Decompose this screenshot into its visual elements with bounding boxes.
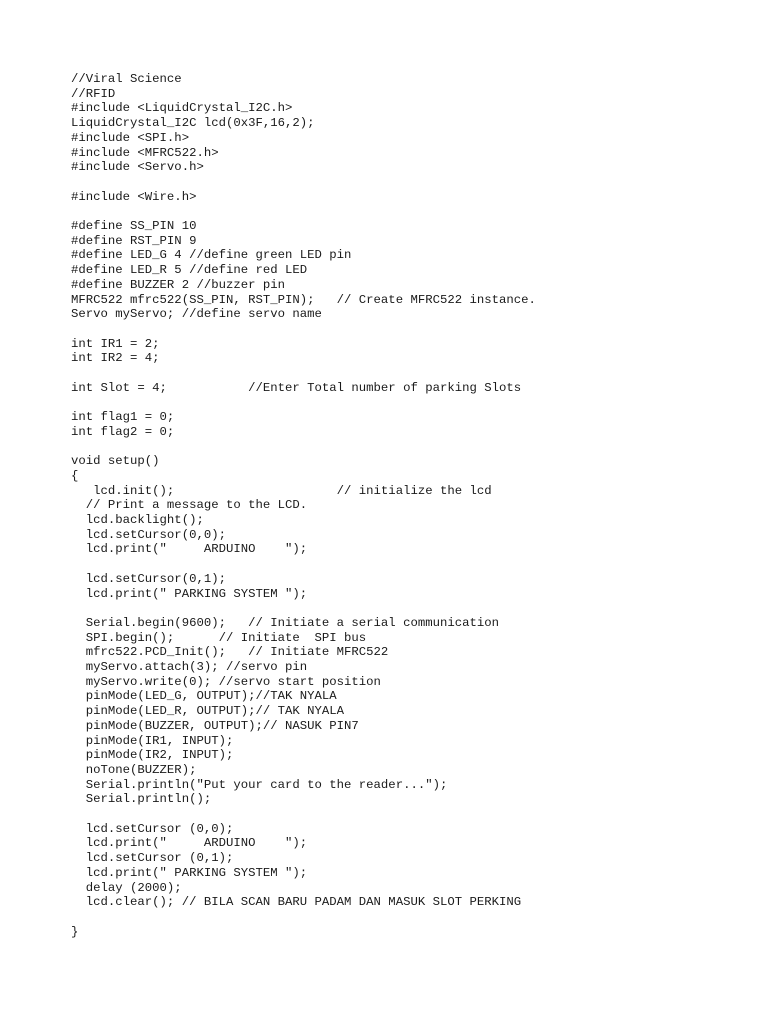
code-line: delay (2000);	[71, 880, 182, 895]
code-line: Serial.println();	[71, 792, 212, 807]
code-line	[71, 322, 536, 337]
code-line	[71, 910, 536, 925]
code-line: #include <Servo.h>	[71, 160, 204, 175]
code-line: // Print a message to the LCD.	[71, 498, 308, 513]
code-line: pinMode(IR1, INPUT);	[71, 733, 234, 748]
code-line: SPI.begin(); // Initiate SPI bus	[71, 630, 367, 645]
code-line: LiquidCrystal_I2C lcd(0x3F,16,2);	[71, 116, 315, 131]
code-line: int IR2 = 4;	[71, 351, 160, 366]
code-line	[71, 204, 536, 219]
code-line: myServo.write(0); //servo start position	[71, 674, 381, 689]
code-line: lcd.backlight();	[71, 513, 204, 527]
code-line	[71, 175, 536, 190]
code-line: lcd.clear(); // BILA SCAN BARU PADAM DAN MASUK SLOT PERKING	[71, 895, 522, 910]
code-line: #include <SPI.h>	[71, 130, 190, 145]
code-line	[71, 366, 536, 381]
code-line: lcd.setCursor (0,1);	[71, 851, 234, 866]
code-line: #include <LiquidCrystal_I2C.h>	[71, 101, 293, 116]
code-line: #define RST_PIN 9	[71, 233, 197, 248]
code-line: int flag1 = 0;	[71, 410, 175, 425]
code-line	[71, 395, 536, 410]
code-line: #define SS_PIN 10	[71, 219, 197, 233]
code-line: myServo.attach(3); //servo pin	[71, 660, 308, 674]
code-line: Servo myServo; //define servo name	[71, 307, 322, 322]
code-line: pinMode(LED_R, OUTPUT);// TAK NYALA	[71, 704, 345, 719]
code-line: #define LED_G 4 //define green LED pin	[71, 248, 352, 263]
code-line: #include <MFRC522.h>	[71, 145, 219, 160]
code-line: lcd.setCursor(0,1);	[71, 571, 226, 586]
code-line: #define LED_R 5 //define red LED	[71, 263, 308, 278]
code-line: MFRC522 mfrc522(SS_PIN, RST_PIN); // Create MFRC522 instance.	[71, 292, 536, 307]
code-line: lcd.print(" ARDUINO ");	[71, 836, 308, 851]
code-line: lcd.setCursor(0,0);	[71, 527, 226, 542]
code-line: lcd.init(); // initialize the lcd	[71, 483, 492, 498]
code-line	[71, 557, 536, 572]
code-line: pinMode(IR2, INPUT);	[71, 748, 234, 763]
code-listing	[71, 72, 536, 939]
code-line: noTone(BUZZER);	[71, 762, 197, 777]
code-line: {	[71, 468, 79, 483]
code-line	[71, 807, 536, 822]
code-line: Serial.println("Put your card to the reader...");	[71, 777, 448, 792]
code-line: int flag2 = 0;	[71, 424, 175, 439]
code-line: lcd.setCursor (0,0);	[71, 821, 234, 836]
code-line: lcd.print(" PARKING SYSTEM ");	[71, 865, 308, 880]
code-line	[71, 440, 536, 455]
code-line: mfrc522.PCD_Init(); // Initiate MFRC522	[71, 645, 389, 660]
code-line	[71, 601, 536, 616]
code-line: #include <Wire.h>	[71, 189, 197, 204]
code-line: pinMode(BUZZER, OUTPUT);// NASUK PIN7	[71, 718, 359, 733]
code-line: lcd.print(" PARKING SYSTEM ");	[71, 586, 308, 601]
code-line: //Viral Science	[71, 72, 182, 86]
code-line: void setup()	[71, 454, 160, 469]
code-line: //RFID	[71, 86, 116, 101]
code-line: pinMode(LED_G, OUTPUT);//TAK NYALA	[71, 689, 337, 704]
code-line: int IR1 = 2;	[71, 336, 160, 351]
code-line: lcd.print(" ARDUINO ");	[71, 542, 308, 557]
code-line: #define BUZZER 2 //buzzer pin	[71, 277, 286, 292]
code-line: Serial.begin(9600); // Initiate a serial communication	[71, 615, 500, 630]
code-line: int Slot = 4; //Enter Total number of parking Slots	[71, 380, 522, 395]
code-line: }	[71, 924, 79, 939]
